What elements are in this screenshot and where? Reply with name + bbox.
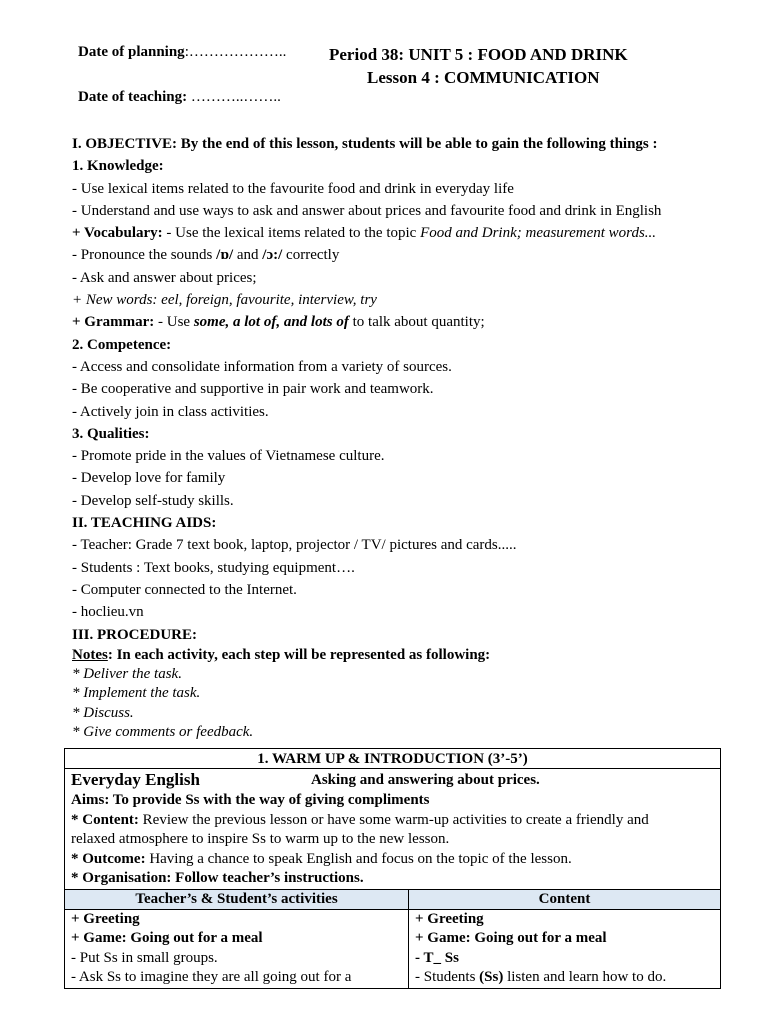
ask-prices: - Ask and answer about prices; — [72, 269, 257, 286]
notes-step: * Discuss. — [72, 704, 134, 721]
content-item-ss: (Ss) — [479, 969, 504, 985]
notes-text: : In each activity, each step will be represented as following: — [107, 646, 491, 663]
knowledge-item: - Understand and use ways to ask and answer about prices and favourite food and drink in English — [72, 202, 662, 219]
content-item: + Greeting — [415, 910, 484, 927]
competence-item: - Be cooperative and supportive in pair work and teamwork. — [72, 381, 434, 398]
notes-step: * Give comments or feedback. — [72, 724, 254, 741]
pronounce-line — [72, 244, 732, 266]
notes-line — [72, 646, 732, 665]
competence-item: - Access and consolidate information from a variety of sources. — [72, 358, 452, 375]
period-label: Period 38: — [329, 45, 409, 64]
content-item-text: - Students — [415, 969, 480, 985]
activity-item: - Put Ss in small groups. — [71, 949, 218, 966]
section-header: 1. WARM UP & INTRODUCTION (3’-5’) — [64, 748, 721, 768]
aids-item: - Teacher: Grade 7 text book, laptop, projector / TV/ pictures and cards..... — [72, 537, 517, 554]
date-of-teaching — [78, 89, 281, 106]
activity-item: + Greeting — [71, 910, 140, 927]
teaching-label: Date of teaching: — [78, 89, 188, 105]
pronounce-end: correctly — [282, 247, 340, 264]
sound-1: /ɒ/ — [216, 247, 234, 264]
qualities-heading: 3. Qualities: — [72, 425, 150, 442]
pronounce-text: - Pronounce the sounds — [72, 247, 217, 264]
content-line — [71, 811, 714, 831]
notes-step: * Deliver the task. — [72, 666, 182, 683]
competence-item: - Actively join in class activities. — [72, 403, 269, 420]
content-item: + Game: Going out for a meal — [415, 930, 607, 946]
pronounce-and: and — [233, 247, 263, 264]
everyday-english-subtitle: Asking and answering about prices. — [311, 772, 540, 788]
content-column-header: Content — [409, 890, 720, 910]
activities-column — [65, 890, 409, 988]
knowledge-item: - Use lexical items related to the favourite food and drink in everyday life — [72, 180, 514, 197]
content-text: Review the previous lesson or have some warm-up activities to create a friendly and — [138, 811, 649, 828]
lesson-plan-body — [72, 133, 732, 742]
grammar-items: some, a lot of, and lots of — [193, 314, 349, 331]
outcome-label: * Outcome: — [71, 850, 146, 867]
notes-label: Notes — [72, 646, 108, 663]
everyday-english-line — [71, 769, 714, 791]
vocabulary-line — [72, 222, 732, 244]
qualities-item: - Promote pride in the values of Vietnamese culture. — [72, 448, 385, 465]
aids-item: - Computer connected to the Internet. — [72, 581, 297, 598]
date-of-planning — [78, 44, 286, 61]
vocabulary-label: + Vocabulary: — [72, 225, 163, 242]
teaching-dots: ………..…….. — [187, 89, 281, 105]
warm-up-description — [64, 768, 721, 889]
objective-heading: I. OBJECTIVE: By the end of this lesson, students will be able to gain the following things : — [72, 136, 658, 152]
activity-item: - Ask Ss to imagine they are all going out for a — [71, 969, 352, 985]
planning-label: Date of planning — [78, 44, 185, 60]
period-title — [329, 45, 628, 65]
outcome-text: Having a chance to speak English and focus on the topic of the lesson. — [145, 850, 572, 867]
new-words: + New words: eel, foreign, favourite, interview, try — [72, 292, 377, 309]
lesson-title: Lesson 4 : COMMUNICATION — [367, 68, 600, 87]
content-item-end: listen and learn how to do. — [503, 969, 667, 985]
organisation-line: * Organisation: Follow teacher’s instructions. — [71, 870, 364, 886]
aids-item: - Students : Text books, studying equipment…. — [72, 559, 355, 576]
aims-line: Aims: To provide Ss with the way of giving compliments — [71, 792, 430, 808]
notes-block — [72, 646, 732, 742]
knowledge-heading: 1. Knowledge: — [72, 158, 164, 175]
content-item — [415, 968, 714, 988]
competence-heading: 2. Competence: — [72, 336, 172, 353]
content-column — [409, 890, 720, 988]
warm-up-table — [64, 748, 721, 989]
activities-column-header: Teacher’s & Student’s activities — [65, 890, 408, 910]
content-line-2: relaxed atmosphere to inspire Ss to warm up to the new lesson. — [71, 831, 450, 847]
grammar-line — [72, 311, 732, 333]
outcome-line — [71, 850, 714, 870]
activity-columns — [64, 889, 721, 989]
procedure-heading: III. PROCEDURE: — [72, 626, 198, 643]
sound-2: /ɔ:/ — [262, 247, 283, 264]
vocabulary-text: - Use the lexical items related to the topic — [162, 225, 421, 242]
unit-title: UNIT 5 : FOOD AND DRINK — [408, 45, 628, 64]
grammar-text: - Use — [154, 314, 194, 331]
qualities-item: - Develop self-study skills. — [72, 492, 234, 509]
content-item: - T_ Ss — [415, 949, 459, 966]
content-label: * Content: — [71, 811, 139, 828]
aids-heading: II. TEACHING AIDS: — [72, 515, 217, 532]
notes-step: * Implement the task. — [72, 685, 201, 702]
vocabulary-topic: Food and Drink; measurement words... — [420, 225, 657, 242]
everyday-english-title: Everyday English — [71, 770, 200, 789]
grammar-end: to talk about quantity; — [348, 314, 485, 331]
qualities-item: - Develop love for family — [72, 470, 226, 487]
aids-item: - hoclieu.vn — [72, 604, 144, 621]
planning-dots: :……………….. — [184, 44, 287, 60]
activity-item: + Game: Going out for a meal — [71, 930, 263, 946]
grammar-label: + Grammar: — [72, 314, 155, 331]
